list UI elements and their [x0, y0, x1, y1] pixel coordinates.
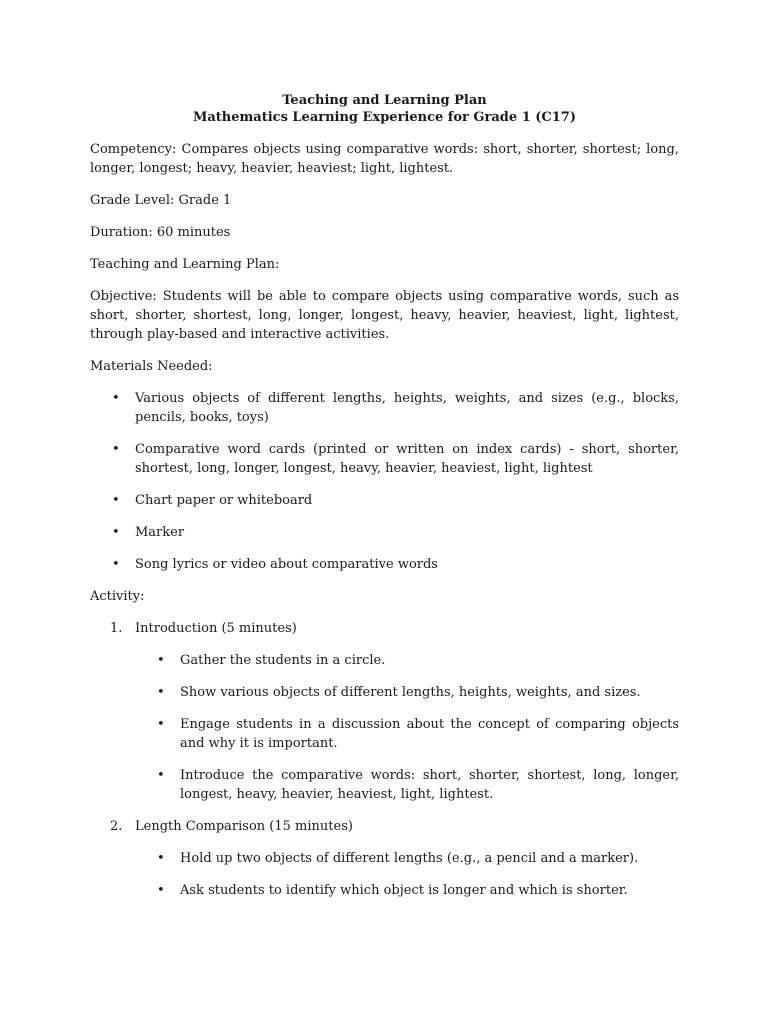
bullet-icon: • — [157, 717, 165, 732]
bullet-icon: • — [112, 391, 120, 406]
list-item — [135, 683, 679, 702]
bullet-icon: • — [157, 685, 165, 700]
list-item-text: Marker — [135, 525, 185, 540]
objective-text: Objective: Students will be able to compare objects using comparative words, such as short, shorter, shortest, long, longer, longest, heavy, heavier, heaviest, light, lightest, through play-based and interactive activities. — [90, 289, 679, 342]
bullet-icon: • — [112, 442, 120, 457]
list-item — [90, 555, 679, 574]
materials-heading: Materials Needed: — [90, 359, 213, 374]
plan-heading: Teaching and Learning Plan: — [90, 257, 280, 272]
list-item-text: Gather the students in a circle. — [180, 653, 386, 668]
bullet-icon: • — [112, 525, 120, 540]
list-item-text: Ask students to identify which object is longer and which is shorter. — [180, 883, 628, 898]
list-item-text: Comparative word cards (printed or written on index cards) - short, shorter, shortest, long, longer, longest, heavy, heavier, heaviest, light, lightest — [135, 442, 679, 476]
bullet-icon: • — [112, 493, 120, 508]
step-items — [135, 849, 679, 900]
list-item — [135, 766, 679, 804]
list-item — [90, 491, 679, 510]
activity-step — [90, 619, 679, 804]
document-title: Teaching and Learning Plan — [282, 93, 487, 108]
list-item — [90, 389, 679, 427]
list-item-text: Various objects of different lengths, heights, weights, and sizes (e.g., blocks, pencils, books, toys) — [135, 391, 679, 425]
document-subtitle: Mathematics Learning Experience for Grade 1 (C17) — [192, 110, 577, 125]
duration-text: Duration: 60 minutes — [90, 225, 231, 240]
step-title: Length Comparison (15 minutes) — [135, 819, 353, 834]
list-item — [90, 523, 679, 542]
list-item — [135, 881, 679, 900]
activity-steps — [90, 619, 679, 900]
competency-text: Competency: Compares objects using comparative words: short, shorter, shortest; long, longer, longest; heavy, heavier, heaviest; light, lightest. — [90, 142, 679, 176]
list-item — [135, 715, 679, 753]
materials-list — [90, 389, 679, 574]
step-number: 1. — [110, 621, 123, 636]
bullet-icon: • — [157, 883, 165, 898]
activity-step — [90, 817, 679, 900]
document-page — [90, 92, 679, 913]
step-number: 2. — [110, 819, 123, 834]
bullet-icon: • — [157, 653, 165, 668]
grade-level-text: Grade Level: Grade 1 — [90, 193, 232, 208]
list-item-text: Hold up two objects of different lengths (e.g., a pencil and a marker). — [180, 851, 639, 866]
step-title: Introduction (5 minutes) — [135, 621, 297, 636]
bullet-icon: • — [157, 768, 165, 783]
activity-heading: Activity: — [90, 589, 145, 604]
list-item — [135, 849, 679, 868]
list-item-text: Show various objects of different lengths, heights, weights, and sizes. — [180, 685, 641, 700]
list-item-text: Engage students in a discussion about the concept of comparing objects and why it is important. — [180, 717, 679, 751]
list-item-text: Song lyrics or video about comparative words — [135, 557, 438, 572]
bullet-icon: • — [157, 851, 165, 866]
list-item — [135, 651, 679, 670]
list-item-text: Introduce the comparative words: short, shorter, shortest, long, longer, longest, heavy, heavier, heaviest, light, lightest. — [180, 768, 679, 802]
step-items — [135, 651, 679, 804]
bullet-icon: • — [112, 557, 120, 572]
list-item-text: Chart paper or whiteboard — [135, 493, 313, 508]
list-item — [90, 440, 679, 478]
